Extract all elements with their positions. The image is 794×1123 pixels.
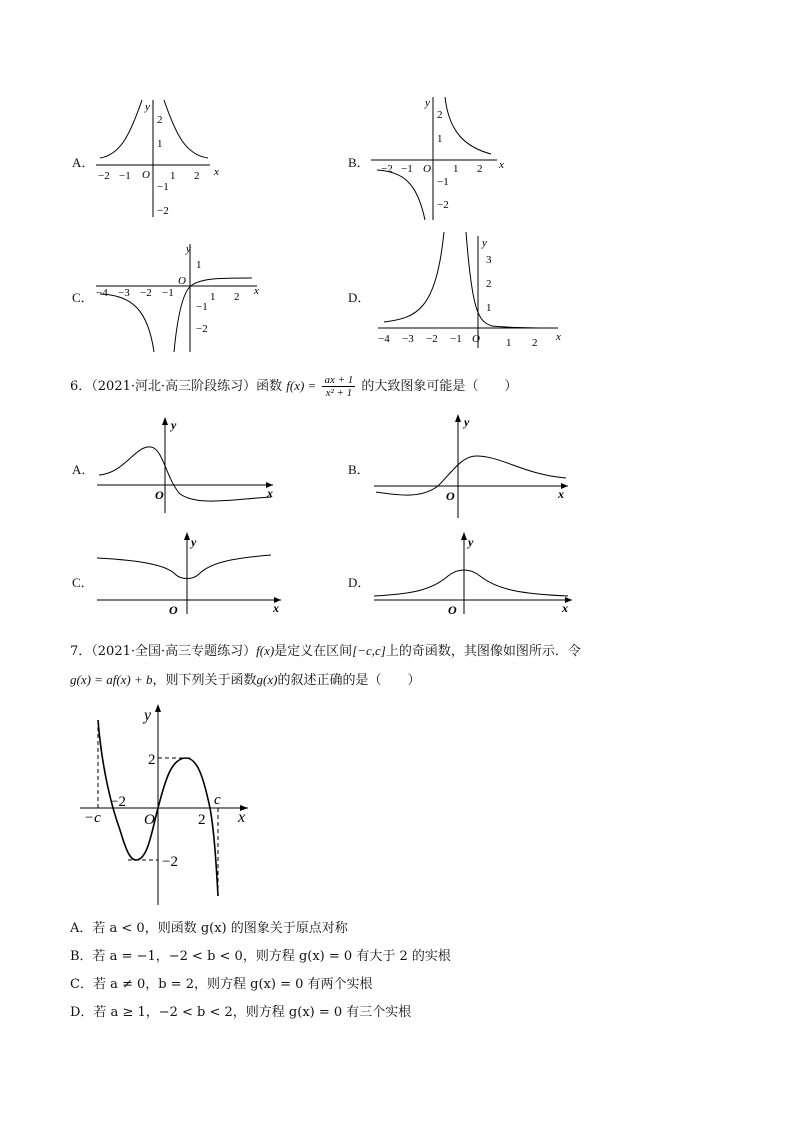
x-tick: −2 (426, 333, 438, 345)
q5-option-d-label: D． (348, 290, 371, 305)
x-tick: −2 (140, 287, 152, 299)
q5-option-b-label: B． (348, 155, 370, 170)
q6-graph-d (372, 530, 582, 615)
y-tick: −2 (437, 199, 449, 211)
x-tick: 2 (532, 337, 538, 349)
q7-text: 的叙述正确的是（ ） (277, 673, 421, 688)
x-tick: −1 (119, 170, 131, 182)
q7-text: ，则下列关于函数 (152, 673, 257, 688)
q7-text: 是定义在区间 (274, 644, 353, 659)
x-tick: −3 (118, 287, 130, 299)
x-tick: 1 (170, 170, 176, 182)
y-tick-2: 2 (148, 752, 156, 768)
q6-func-numerator: ax + 1 (324, 374, 354, 386)
y-tick: 2 (157, 114, 163, 126)
x-tick: 1 (210, 291, 216, 303)
axis-xlabel: x (238, 809, 246, 826)
origin-label: O (142, 169, 150, 181)
axis-xlabel: x (273, 601, 279, 615)
y-tick: 1 (486, 302, 492, 314)
x-tick-neg2: −2 (110, 794, 126, 810)
axis-ylabel: y (186, 243, 191, 255)
axis-ylabel: y (144, 707, 152, 724)
x-tick: 2 (234, 291, 240, 303)
origin-label: O (144, 812, 155, 828)
axis-ylabel: y (464, 415, 470, 429)
x-tick: −1 (162, 287, 174, 299)
origin-label: O (423, 163, 431, 175)
q7-g-definition: g(x) = af(x) + b (70, 672, 153, 687)
x-tick: 1 (506, 337, 512, 349)
axis-xlabel: x (562, 601, 568, 615)
axis-ylabel: y (191, 535, 197, 549)
q7-g-symbol: g(x) (256, 672, 278, 687)
axis-xlabel: x (254, 285, 259, 297)
y-tick: 2 (437, 109, 443, 121)
q7-choice-b: B．若 a = −1，−2 < b < 0，则方程 g(x) = 0 有大于 2 的实根 (70, 949, 451, 964)
axis-xlabel: x (556, 331, 561, 343)
axis-ylabel: y (482, 237, 487, 249)
x-tick: −2 (381, 163, 393, 175)
q7-stem-line-1 (70, 643, 581, 660)
x-tick: 2 (194, 170, 200, 182)
axis-xlabel: x (499, 159, 504, 171)
axis-xlabel: x (558, 487, 564, 501)
y-tick: −1 (437, 176, 449, 188)
y-tick: 1 (196, 259, 202, 271)
x-tick: 1 (453, 163, 459, 175)
q6-func-lhs: f(x) = (286, 378, 317, 393)
origin-label: O (446, 489, 455, 503)
y-tick: 2 (486, 278, 492, 290)
axis-xlabel: x (214, 166, 219, 178)
y-tick-neg2: −2 (162, 854, 178, 870)
q5-graph-c (92, 240, 267, 355)
q6-graph-c (95, 530, 290, 615)
q6-option-c-label: C． (72, 575, 94, 590)
q7-source: 7．（2021·全国·高三专题练习） (70, 644, 257, 659)
q6-func-denominator: x² + 1 (325, 387, 353, 399)
x-tick: −3 (402, 333, 414, 345)
axis-ylabel: y (425, 97, 430, 109)
x-tick: −4 (96, 287, 108, 299)
q6-stem-prefix: 6．（2021·河北·高三阶段练习）函数 (70, 379, 283, 394)
y-tick: 1 (437, 133, 443, 145)
q5-graph-b (365, 92, 510, 222)
q6-option-b-label: B． (348, 462, 370, 477)
axis-ylabel: y (468, 535, 474, 549)
origin-label: O (472, 333, 480, 345)
q6-graph-b (372, 412, 577, 520)
q7-choice-c: C．若 a ≠ 0，b = 2，则方程 g(x) = 0 有两个实根 (70, 977, 373, 992)
q7-graph (78, 700, 258, 910)
q7-choice-a: A．若 a < 0，则函数 g(x) 的图象关于原点对称 (70, 921, 348, 936)
y-tick: −1 (157, 181, 169, 193)
x-tick: −4 (378, 333, 390, 345)
y-tick: −1 (196, 301, 208, 313)
origin-label: O (448, 603, 457, 617)
x-tick-negc: −c (84, 810, 101, 826)
q5-option-a-label: A． (72, 155, 95, 170)
q6-option-a-label: A． (72, 462, 95, 477)
q6-stem-suffix: 的大致图象可能是（ ） (361, 379, 518, 394)
q7-interval: [−c,c] (352, 643, 386, 658)
q5-graph-a (90, 95, 230, 220)
q7-choice-d: D．若 a ≥ 1，−2 < b < 2，则方程 g(x) = 0 有三个实根 (70, 1005, 412, 1020)
origin-label: O (178, 275, 186, 287)
q6-option-d-label: D． (348, 575, 371, 590)
x-tick-c: c (214, 792, 221, 808)
q6-fraction (322, 374, 355, 399)
origin-label: O (169, 603, 178, 617)
q6-graph-a (95, 415, 285, 515)
x-tick: −1 (450, 333, 462, 345)
y-tick: −2 (196, 323, 208, 335)
q5-option-c-label: C． (72, 290, 94, 305)
q7-stem-line-2 (70, 672, 420, 689)
y-tick: 1 (157, 138, 163, 150)
q7-f-symbol: f(x) (256, 643, 275, 658)
q7-text: 上的奇函数，其图像如图所示．令 (385, 644, 581, 659)
x-tick: −2 (98, 170, 110, 182)
x-tick: −1 (401, 163, 413, 175)
axis-xlabel: x (267, 486, 273, 500)
x-tick-2: 2 (198, 812, 206, 828)
y-tick: 3 (486, 254, 492, 266)
axis-ylabel: y (145, 101, 150, 113)
axis-ylabel: y (171, 418, 177, 432)
q5-graph-d (372, 230, 567, 350)
q6-stem (70, 374, 517, 399)
origin-label: O (155, 488, 164, 502)
y-tick: −2 (157, 205, 169, 217)
x-tick: 2 (477, 163, 483, 175)
